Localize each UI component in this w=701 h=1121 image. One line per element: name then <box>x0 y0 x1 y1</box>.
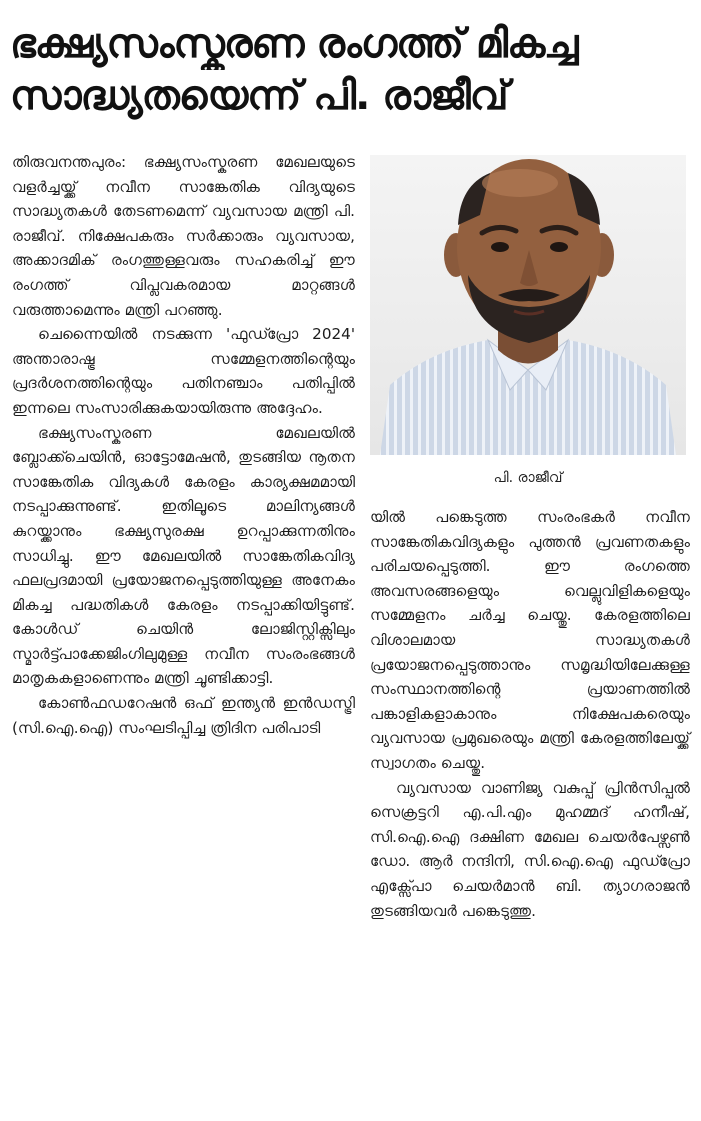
photo-caption: പി. രാജീവ് <box>493 470 563 486</box>
paragraph-event: ചെന്നൈയിൽ നടക്കുന്ന 'ഫുഡ്പ്രോ 2024' അന്താരാഷ്ട്ര സമ്മേളനത്തിന്റെയും പ്രദർശനത്തിന്റെയും പതിനഞ്ചാം പതിപ്പിൽ ഇന്നലെ സംസാരിക്കുകയായിരുന്നു അദ്ദേഹം. <box>12 325 355 417</box>
portrait-photo <box>370 155 686 455</box>
paragraph-continuation: യിൽ പങ്കെടുത്ത സംരംഭകർ നവീന സാങ്കേതികവിദ്യകളും പുത്തൻ പ്രവണതകളും പരിചയപ്പെടുത്തി. ഈ രംഗത്തെ അവസരങ്ങളെയും വെല്ലുവിളികളെയും സമ്മേളനം ചർച്ച ചെയ്തു. കേരളത്തിലെ വിശാലമായ സാദ്ധ്യതകൾ പ്രയോജനപ്പെടുത്താനും സമൃദ്ധിയിലേക്കുള്ള സംസ്ഥാനത്തിന്റെ പ്രയാണത്തിൽ പങ്കാളികളാകാനും നിക്ഷേപകരെയും വ്യവസായ പ്രമുഖരെയും മന്ത്രി കേരളത്തിലേയ്ക്ക് സ്വാഗതം ചെയ്തു. <box>370 508 690 772</box>
headline-line-1: ഭക്ഷ്യസംസ്കരണ രംഗത്ത് മികച്ച <box>10 21 578 67</box>
portrait-illustration <box>370 155 686 455</box>
headline <box>10 18 690 122</box>
article-column-right <box>370 505 690 923</box>
paragraph-organiser: കോൺഫഡറേഷൻ ഒഫ് ഇന്ത്യൻ ഇൻഡസ്ട്രി (സി.ഐ.ഐ) സംഘടിപ്പിച്ച ത്രിദിന പരിപാടി <box>12 694 355 737</box>
paragraph-attendees: വ്യവസായ വാണിജ്യ വകുപ്പ് പ്രിൻസിപ്പൽ സെക്രട്ടറി എ.പി.എം മുഹമ്മദ് ഹനീഷ്, സി.ഐ.ഐ ദക്ഷിണ മേഖല ചെയർപേഴ്സൺ ഡോ. ആർ നന്ദിനി, സി.ഐ.ഐ ഫുഡ്പ്രോ എക്സ്പോ ചെയർമാൻ ബി. ത്യാഗരാജൻ തുടങ്ങിയവർ പങ്കെടുത്തു. <box>370 778 690 920</box>
paragraph-intro: തിരുവനന്തപുരം: ഭക്ഷ്യസംസ്കരണ മേഖലയുടെ വളർച്ചയ്ക്ക് നവീന സാങ്കേതിക വിദ്യയുടെ സാദ്ധ്യതകൾ തേടണമെന്ന് വ്യവസായ മന്ത്രി പി. രാജീവ്. നിക്ഷേപകരും സർക്കാരും വ്യവസായ, അക്കാദമിക് രംഗത്തുള്ളവരും സഹകരിച്ച് ഈ രംഗത്ത് വിപ്ലവകരമായ മാറ്റങ്ങൾ വരുത്താമെന്നും മന്ത്രി പറഞ്ഞു. <box>12 153 355 319</box>
paragraph-technology: ഭക്ഷ്യസംസ്കരണ മേഖലയിൽ ബ്ലോക്ക്ചെയിൻ, ഓട്ടോമേഷൻ, തുടങ്ങിയ നൂതന സാങ്കേതിക വിദ്യകൾ കേരളം കാര്യക്ഷമമായി നടപ്പാക്കുന്നുണ്ട്. ഇതിലൂടെ മാലിന്യങ്ങൾ കുറയ്ക്കാനും ഭക്ഷ്യസുരക്ഷ ഉറപ്പാക്കുന്നതിനും സാധിച്ചു. ഈ മേഖലയിൽ സാങ്കേതികവിദ്യ ഫലപ്രദമായി പ്രയോജനപ്പെടുത്തിയുള്ള അനേകം മികച്ച പദ്ധതികൾ കേരളം നടപ്പാക്കിയിട്ടുണ്ട്. കോൾഡ് ചെയിൻ ലോജിസ്റ്റിക്സിലും സ്മാർട്ട്പാക്കേജിംഗിലുമുള്ള നവീന സംരംഭങ്ങൾ മാതൃകകളാണെന്നും മന്ത്രി ചൂണ്ടിക്കാട്ടി. <box>12 423 355 688</box>
headline-line-2: സാദ്ധ്യതയെന്ന് പി. രാജീവ് <box>10 73 508 119</box>
article-column-left <box>12 150 355 740</box>
